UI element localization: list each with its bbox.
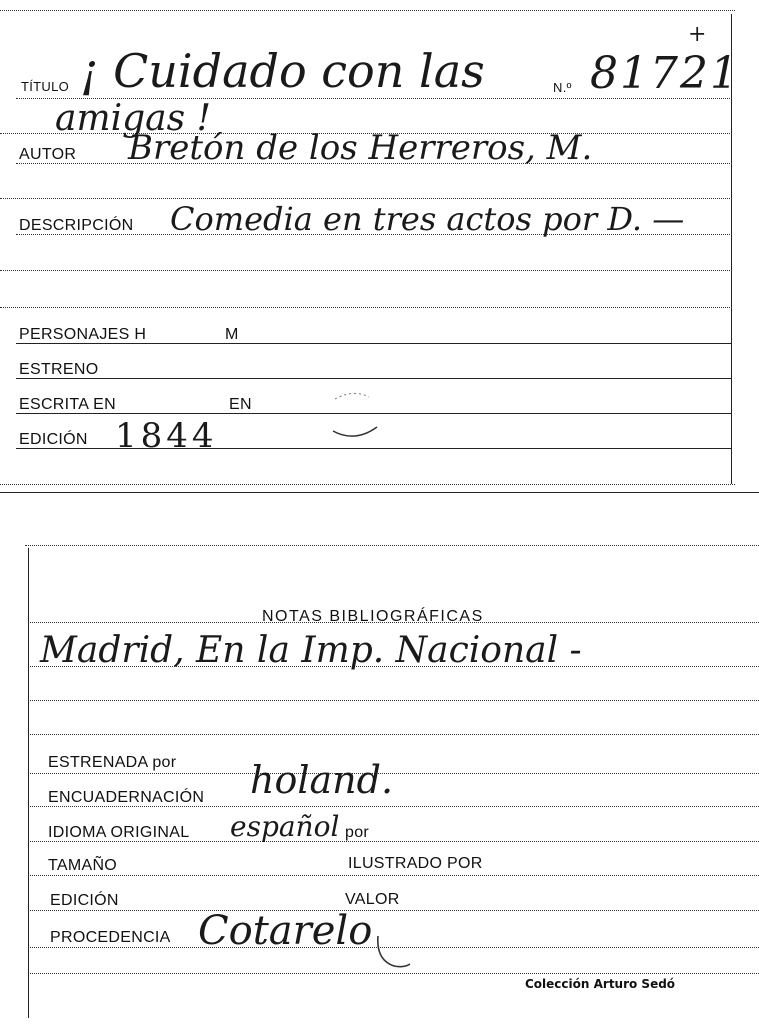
notas-value: Madrid, En la Imp. Nacional - <box>40 630 582 671</box>
collection-footer: Colección Arturo Sedó <box>525 977 676 991</box>
rule-estrenada <box>30 773 759 774</box>
idioma-original-label: IDIOMA ORIGINAL <box>48 824 190 841</box>
estrenada-label: ESTRENADA por <box>48 754 177 771</box>
valor-label: VALOR <box>345 891 400 908</box>
punch-hole-mark <box>325 385 385 445</box>
procedencia-value: Cotarelo <box>198 908 373 954</box>
catalog-card-bottom <box>0 540 759 1028</box>
ilustrado-por-label: ILUSTRADO POR <box>348 855 483 872</box>
rule-edicion <box>30 910 759 911</box>
rule-bottom <box>0 484 735 485</box>
rule-notas-3 <box>30 700 759 701</box>
titulo-value-line2: amigas ! <box>55 98 212 139</box>
rule-blank-2 <box>0 270 732 271</box>
tamano-label: TAMAÑO <box>48 857 118 874</box>
catalog-card-top <box>0 0 759 495</box>
autor-label: AUTOR <box>19 146 77 163</box>
encuadernacion-label: ENCUADERNACIÓN <box>48 789 205 806</box>
rule-estreno <box>16 378 732 379</box>
punch-hole-mark <box>370 930 440 980</box>
numero-value: 81721 <box>590 48 740 99</box>
card-top-border <box>25 545 759 546</box>
encuadernacion-value: holand. <box>250 758 394 802</box>
estreno-label: ESTRENO <box>19 361 99 378</box>
numero-label: N.º <box>553 80 572 95</box>
rule-blank-1 <box>0 198 732 199</box>
en-label: EN <box>229 396 252 413</box>
idioma-value: español <box>230 810 340 843</box>
card-separator <box>0 492 759 493</box>
personajes-h-label: PERSONAJES H <box>19 326 147 343</box>
autor-value: Bretón de los Herreros, M. <box>128 128 593 168</box>
rule-tamano <box>30 875 759 876</box>
escrita-en-label: ESCRITA EN <box>19 396 116 413</box>
edicion-value: 1844 <box>115 416 218 456</box>
idioma-por-label: por <box>345 824 370 841</box>
titulo-label: TÍTULO <box>21 79 70 94</box>
personajes-m-label: M <box>225 326 239 343</box>
rule-notas-4 <box>30 734 759 735</box>
card-top-border <box>0 10 735 11</box>
rule-blank-3 <box>0 307 732 308</box>
descripcion-value: Comedia en tres actos por D. — <box>170 200 685 238</box>
notas-bibliograficas-heading: NOTAS BIBLIOGRÁFICAS <box>262 608 484 625</box>
plus-mark: + <box>688 22 707 47</box>
card-left-border <box>28 548 29 1018</box>
procedencia-label: PROCEDENCIA <box>50 929 171 946</box>
edicion-label: EDICIÓN <box>19 431 88 448</box>
titulo-value-line1: ¡ Cuidado con las <box>80 44 485 98</box>
edicion-label: EDICIÓN <box>50 892 119 909</box>
descripcion-label: DESCRIPCIÓN <box>19 217 134 234</box>
